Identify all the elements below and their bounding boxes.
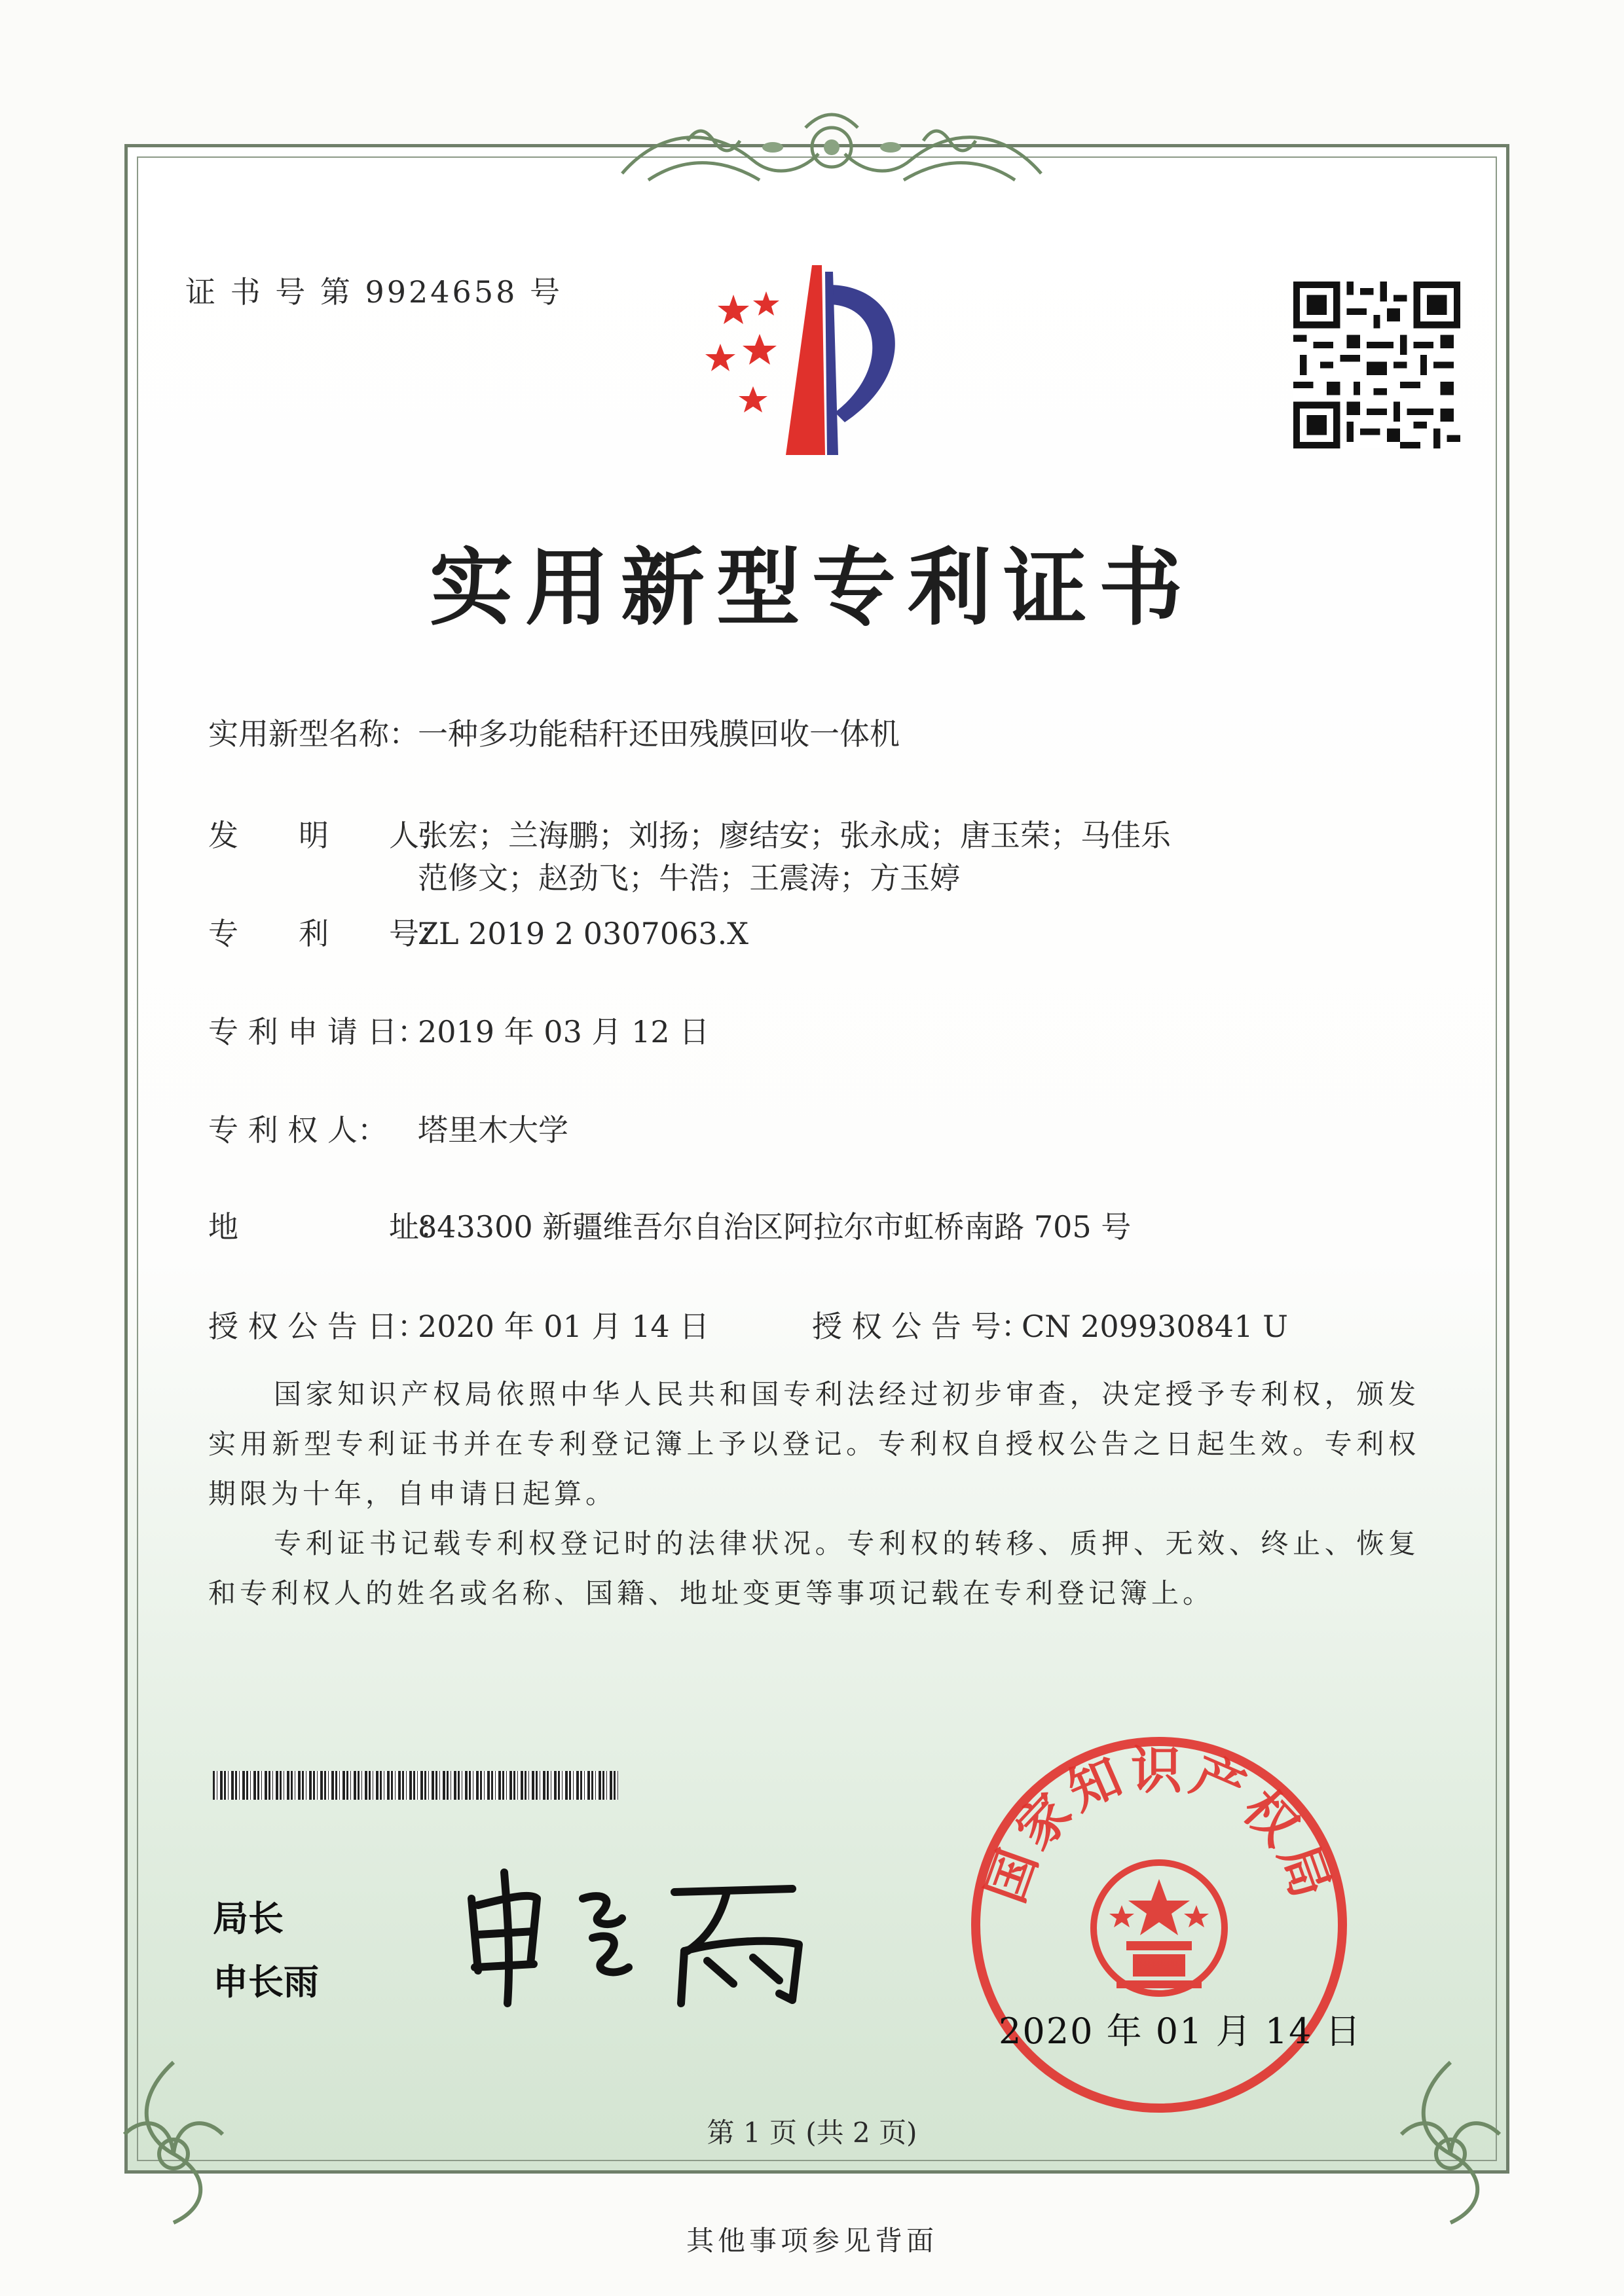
field-value: 张宏；兰海鹏；刘扬；廖结安；张永成；唐玉荣；马佳乐 [418, 818, 1171, 853]
field-label: 发 明 人： [208, 818, 449, 853]
field-label: 专 利 号： [208, 916, 449, 951]
director-name: 申长雨 [213, 1961, 319, 2003]
field-value: 一种多功能秸秆还田残膜回收一体机 [418, 716, 900, 752]
field-label: 授 权 公 告 日： [208, 1309, 428, 1344]
signature-icon [458, 1853, 825, 2010]
field-label: 专 利 申 请 日： [208, 1014, 428, 1049]
field-apply-date [208, 1008, 709, 1051]
field-holder [208, 1106, 568, 1150]
field-model-name [208, 710, 900, 754]
field-grant-date [208, 1303, 709, 1346]
body-paragraph-1: 国家知识产权局依照中华人民共和国专利法经过初步审查，决定授予专利权，颁发实用新型专利证书并在专利登记簿上予以登记。专利权自授权公告之日起生效。专利权期限为十年，自申请日起算。 [208, 1378, 1420, 1510]
page-number: 第 1 页 (共 2 页) [707, 2117, 917, 2149]
patent-office-logo-icon [694, 259, 943, 458]
qr-code-icon [1293, 282, 1460, 448]
footer-note: 其他事项参见背面 [686, 2225, 938, 2257]
official-seal-icon [966, 1732, 1352, 2118]
field-value: ZL 2019 2 0307063.X [418, 916, 748, 951]
field-inventors [208, 812, 1171, 855]
field-value: 塔里木大学 [418, 1112, 568, 1148]
field-value: 843300 新疆维吾尔自治区阿拉尔市虹桥南路 705 号 [418, 1209, 1132, 1245]
barcode-icon [213, 1771, 619, 1800]
field-label: 实用新型名称： [208, 716, 419, 752]
certificate-title: 实用新型专利证书 [429, 539, 1194, 637]
field-inventors-cont: 范修文；赵劲飞；牛浩；王震涛；方玉婷 [418, 860, 960, 896]
field-label: 专 利 权 人： [208, 1112, 388, 1148]
top-ornament-icon [609, 101, 1054, 200]
director-title: 局长 [213, 1898, 284, 1939]
field-value: 2020 年 01 月 14 日 [418, 1309, 710, 1344]
field-patent-number [208, 910, 748, 953]
seal-date: 2020 年 01 月 14 日 [999, 2011, 1362, 2052]
field-value: CN 209930841 U [1022, 1309, 1288, 1344]
field-label: 地 址： [208, 1209, 449, 1245]
certificate-number: 证 书 号 第 9924658 号 [185, 274, 563, 310]
field-grant-number [812, 1303, 1288, 1346]
field-address [208, 1203, 1131, 1247]
field-label: 授 权 公 告 号： [812, 1309, 1031, 1344]
field-value: 2019 年 03 月 12 日 [418, 1014, 710, 1049]
body-paragraph-2: 专利证书记载专利权登记时的法律状况。专利权的转移、质押、无效、终止、恢复和专利权人的姓名或名称、国籍、地址变更等事项记载在专利登记簿上。 [208, 1527, 1420, 1609]
seal-text: 国家知识产权局 [976, 1741, 1342, 1910]
